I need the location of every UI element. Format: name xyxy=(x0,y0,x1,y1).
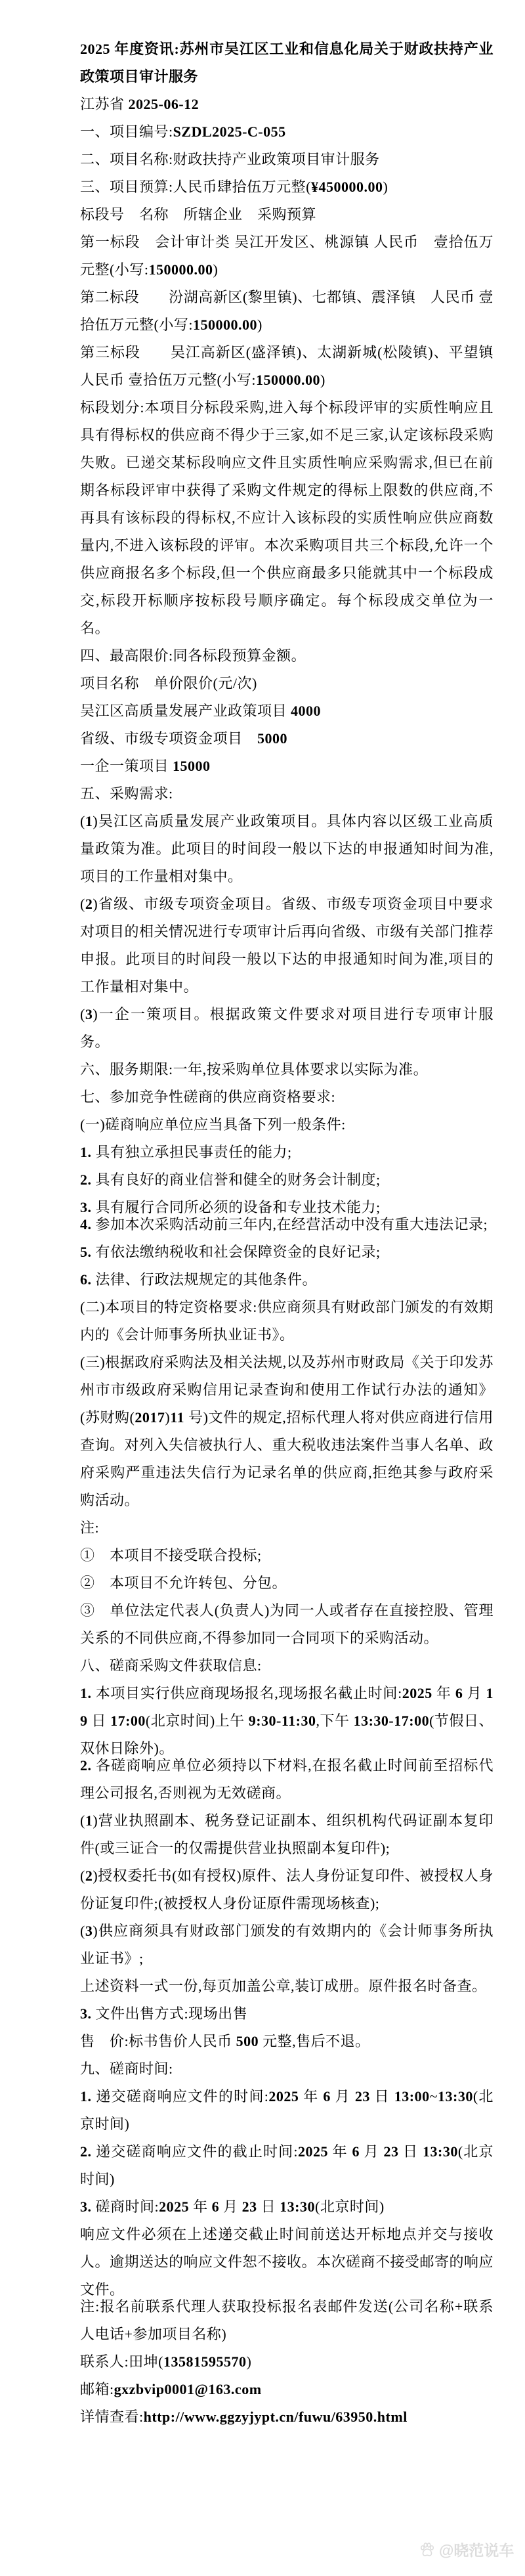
material-2: (2)授权委托书(如有授权)原件、法人身份证复印件、被授权人身份证复印件;(被授权人身份证原件需现场核查); xyxy=(80,1867,494,1911)
project-budget: 三、项目预算:人民币肆拾伍万元整(¥450000.00) xyxy=(80,179,388,195)
condition-4: 4. 参加本次采购活动前三年内,在经营活动中没有重大违法记录; xyxy=(80,1216,488,1233)
submit-deadline: 2. 递交磋商响应文件的截止时间:2025 年 6 月 23 日 13:30(北京时间) xyxy=(80,2143,494,2187)
note-2: ② 本项目不允许转包、分包。 xyxy=(80,1575,287,1591)
price-row-2: 省级、市级专项资金项目 5000 xyxy=(80,730,288,747)
qualification-credit: (三)根据政府采购法及相关法规,以及苏州市财政局《关于印发苏州市市级政府采购信用记录查询和使用工作试行办法的通知》(苏财购(2017)11 号)文件的规定,招标代理人将对供应商进行信用查询。对列入失信被执行人、重大税收违法案件当事人名单、政府采购严重违法失信行为记录名单的供应商,拒绝其参与政府采购活动。 xyxy=(80,1354,494,1508)
condition-3: 3. 具有履行合同所必须的设备和专业技术能力; xyxy=(80,1199,381,1215)
province-date: 江苏省 2025-06-12 xyxy=(80,96,200,112)
contact-email: 邮箱:gxzbvip0001@163.com xyxy=(80,2381,262,2397)
registration-materials: 2. 各磋商响应单位必须持以下材料,在报名截止时间前至招标代理公司报名,否则视为无效磋商。 xyxy=(80,1757,494,1801)
document-body xyxy=(80,35,509,2431)
price-row-1: 吴江区高质量发展产业政策项目 4000 xyxy=(80,703,322,719)
section-qualification: 七、参加竞争性磋商的供应商资格要求: xyxy=(80,1089,336,1105)
condition-2: 2. 具有良好的商业信誉和健全的财务会计制度; xyxy=(80,1171,381,1188)
sale-method: 3. 文件出售方式:现场出售 xyxy=(80,2005,248,2022)
section-demand: 五、采购需求: xyxy=(80,785,173,802)
max-price: 四、最高限价:同各标段预算金额。 xyxy=(80,647,306,664)
watermark xyxy=(419,2539,514,2560)
note-label: 注: xyxy=(80,1519,100,1536)
material-3: (3)供应商须具有财政部门颁发的有效期内的《会计师事务所执业证书》; xyxy=(80,1923,494,1967)
demand-item-2: (2)省级、市级专项资金项目。省级、市级专项资金项目中要求对项目的相关情况进行专项审计后再向省级、市级有关部门推荐申报。此项目的时间段一般以下达的申报通知时间为准,项目的工作量相对集中。 xyxy=(80,896,494,995)
qualification-specific: (二)本项目的特定资格要求:供应商须具有财政部门颁发的有效期内的《会计师事务所执业证书》。 xyxy=(80,1299,494,1343)
condition-5: 5. 有依法缴纳税收和社会保障资金的良好记录; xyxy=(80,1244,381,1260)
consultation-time: 3. 磋商时间:2025 年 6 月 23 日 13:30(北京时间) xyxy=(80,2198,385,2215)
price-row-3: 一企一策项目 15000 xyxy=(80,758,211,774)
section-document-info: 八、磋商采购文件获取信息: xyxy=(80,1657,262,1674)
page-title: 2025 年度资讯:苏州市吴江区工业和信息化局关于财政扶持产业政策项目审计服务 xyxy=(80,41,494,85)
section-consultation-time: 九、磋商时间: xyxy=(80,2061,173,2077)
contact-person: 联系人:田坤(13581595570) xyxy=(80,2353,252,2370)
agent-note: 注:报名前联系代理人获取投标报名表邮件发送(公司名称+联系人电话+参加项目名称) xyxy=(80,2298,494,2342)
material-1: (1)营业执照副本、税务登记证副本、组织机构代码证副本复印件(或三证合一的仅需提供营业执照副本复印件); xyxy=(80,1812,494,1856)
delivery-note: 响应文件必须在上述递交截止时间前送达开标地点并交与接收人。逾期送达的响应文件恕不接收。本次磋商不接受邮寄的响应文件。 xyxy=(80,2226,494,2298)
condition-6: 6. 法律、行政法规规定的其他条件。 xyxy=(80,1271,318,1288)
note-3: ③ 单位法定代表人(负责人)为同一人或者存在直接控股、管理关系的不同供应商,不得参加同一合同项下的采购活动。 xyxy=(80,1602,494,1646)
watermark-text: @晓范说车 xyxy=(439,2542,514,2559)
registration-deadline: 1. 本项目实行供应商现场报名,现场报名截止时间:2025 年 6 月 19 日 17:00(北京时间)上午 9:30-11:30,下午 13:30-17:00(节假日、双休日除外)。 xyxy=(80,1685,494,1757)
condition-1: 1. 具有独立承担民事责任的能力; xyxy=(80,1144,292,1160)
detail-link[interactable]: 详情查看:http://www.ggzyjypt.cn/fuwu/63950.html xyxy=(80,2409,408,2425)
price-table-header: 项目名称 单价限价(元/次) xyxy=(80,675,257,691)
lot-row-3: 第三标段 吴江高新区(盛泽镇)、太湖新城(松陵镇)、平望镇 人民币 壹拾伍万元整(小写:150000.00) xyxy=(80,344,509,388)
lot-table-header: 标段号 名称 所辖企业 采购预算 xyxy=(80,206,317,223)
project-number: 一、项目编号:SZDL2025-C-055 xyxy=(80,123,286,140)
lot-division: 标段划分:本项目分标段采购,进入每个标段评审的实质性响应且具有得标权的供应商不得少于三家,如不足三家,认定该标段采购失败。已递交某标段响应文件且实质性响应采购需求,但已在前期各标段评审中获得了采购文件规定的得标上限数的供应商,不再具有该标段的得标权,不应计入该标段的实质性响应供应商数量内,不进入该标段的评审。本次采购项目共三个标段,允许一个供应商报名多个标段,但一个供应商最多只能就其中一个标段成交,标段开标顺序按标段号顺序确定。每个标段成交单位为一名。 xyxy=(80,399,494,636)
project-name: 二、项目名称:财政扶持产业政策项目审计服务 xyxy=(80,151,380,167)
demand-item-3: (3)一企一策项目。根据政策文件要求对项目进行专项审计服务。 xyxy=(80,1006,494,1050)
lot-row-2: 第二标段 汾湖高新区(黎里镇)、七都镇、震泽镇 人民币 壹拾伍万元整(小写:150000.00) xyxy=(80,289,494,333)
paw-print-icon xyxy=(419,2541,436,2558)
demand-item-1: (1)吴江区高质量发展产业政策项目。具体内容以区级工业高质量政策为准。此项目的时间段一般以下达的申报通知时间为准,项目的工作量相对集中。 xyxy=(80,813,494,884)
submit-time: 1. 递交磋商响应文件的时间:2025 年 6 月 23 日 13:00~13:30(北京时间) xyxy=(80,2088,494,2132)
note-1: ① 本项目不接受联合投标; xyxy=(80,1547,262,1563)
service-period: 六、服务期限:一年,按采购单位具体要求以实际为准。 xyxy=(80,1061,429,1078)
material-note: 上述资料一式一份,每页加盖公章,装订成册。原件报名时备查。 xyxy=(80,1978,487,1994)
lot-row-1: 第一标段 会计审计类 吴江开发区、桃源镇 人民币 壹拾伍万元整(小写:150000.00) xyxy=(80,234,494,278)
qualification-general: (一)磋商响应单位应当具备下列一般条件: xyxy=(80,1116,346,1133)
sale-price: 售 价:标书售价人民币 500 元整,售后不退。 xyxy=(80,2033,370,2049)
